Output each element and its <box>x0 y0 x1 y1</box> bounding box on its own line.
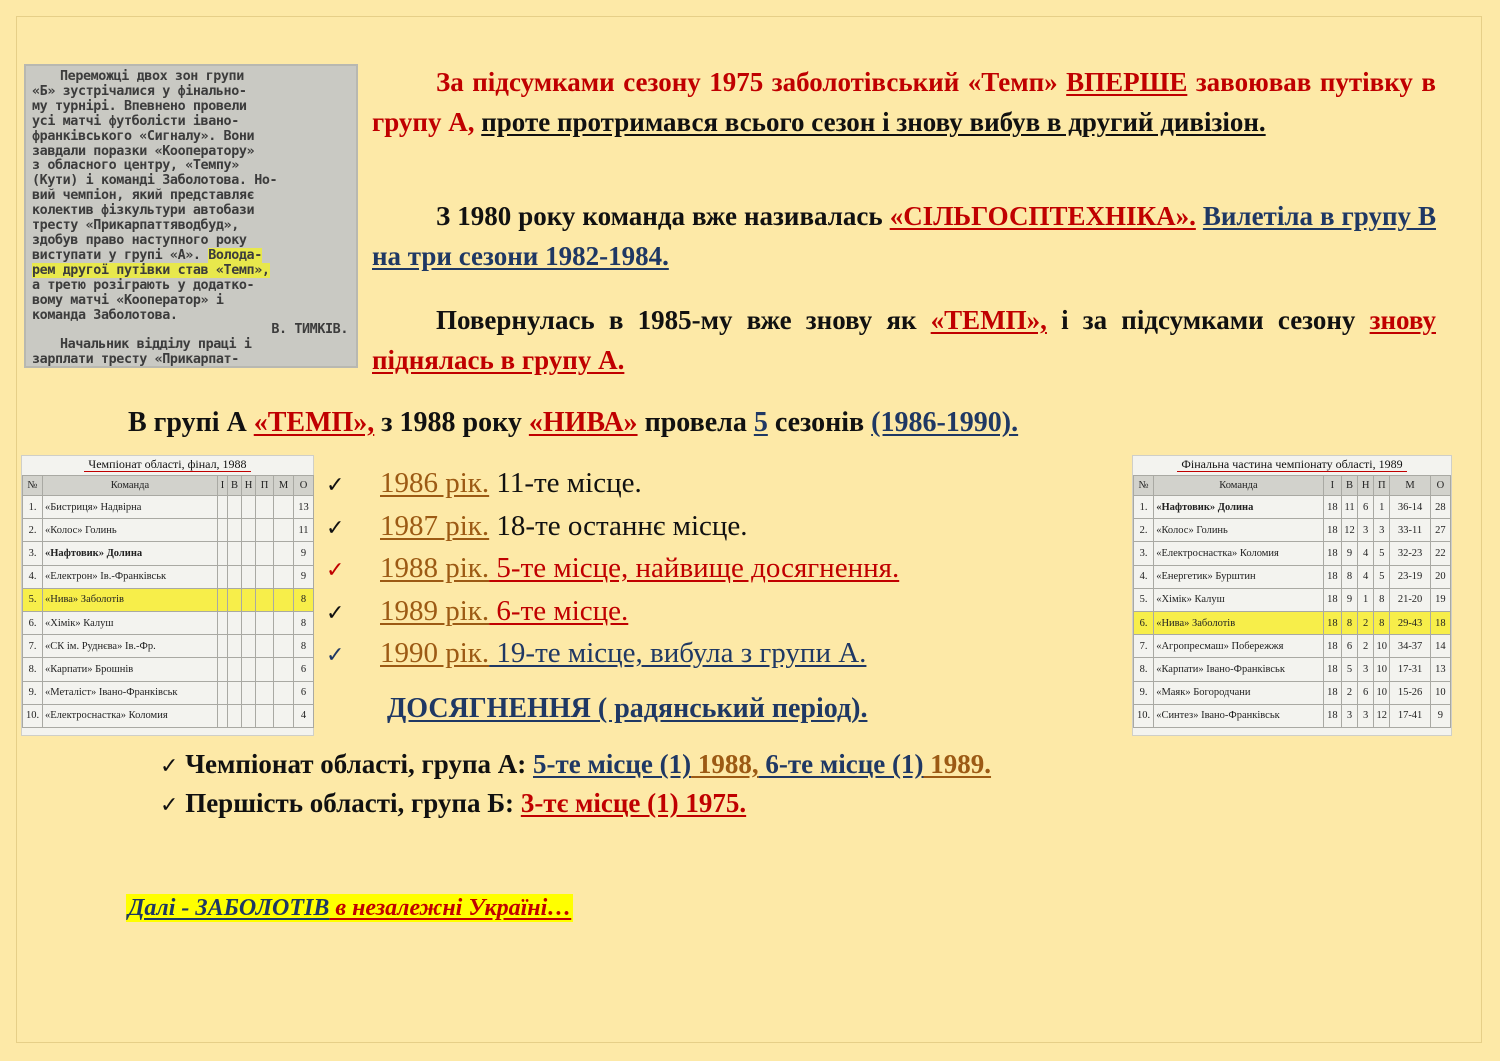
table-row <box>23 658 314 681</box>
table-cell: 1. <box>1134 496 1154 519</box>
clip-line: здобув право наступного року <box>32 232 247 248</box>
table-cell <box>242 565 256 588</box>
season-year: 1990 рік. <box>380 637 490 669</box>
column-header: Н <box>242 476 256 496</box>
table-cell <box>228 704 242 727</box>
check-icon: ✓ <box>326 515 345 541</box>
p4-nyva: «НИВА» <box>528 407 638 438</box>
table-cell <box>242 496 256 519</box>
table-cell <box>218 635 228 658</box>
table-cell <box>228 519 242 542</box>
column-header: П <box>1374 476 1390 496</box>
table-row <box>23 611 314 634</box>
table-cell <box>242 542 256 565</box>
team-cell: «Синтез» Івано-Франківськ <box>1154 704 1324 727</box>
table-cell: 10 <box>1430 681 1450 704</box>
table-cell: 4 <box>1358 542 1374 565</box>
table-cell: 23-19 <box>1390 565 1430 588</box>
table-cell: 2 <box>1341 681 1357 704</box>
column-header: О <box>1430 476 1450 496</box>
check-icon: ✓ <box>160 793 179 818</box>
table-cell: 8 <box>1374 588 1390 611</box>
table-cell: 10 <box>1374 635 1390 658</box>
standings-table-1989 <box>1132 455 1452 736</box>
table-cell: 18 <box>1323 588 1341 611</box>
table-cell: 2. <box>23 519 43 542</box>
table-cell: 6. <box>23 611 43 634</box>
table-row <box>1134 611 1451 634</box>
table-cell: 2 <box>1358 611 1374 634</box>
season-item-1986 <box>326 462 1126 505</box>
table-row <box>1134 681 1451 704</box>
team-cell: «Колос» Голинь <box>43 519 218 542</box>
table-row <box>1134 519 1451 542</box>
season-item-1989 <box>326 590 1126 633</box>
table-cell: 32-23 <box>1390 542 1430 565</box>
table-cell: 18 <box>1323 519 1341 542</box>
p1-promotion: завоював путівку в групу А, <box>372 67 1436 137</box>
table-row <box>23 704 314 727</box>
table-cell: 3. <box>23 542 43 565</box>
table-cell: 9. <box>23 681 43 704</box>
table-row <box>23 565 314 588</box>
table-cell: 7. <box>23 635 43 658</box>
table-row <box>23 519 314 542</box>
season-result: 19-те місце, вибула з групи А. <box>489 637 867 669</box>
p4-temp: «ТЕМП», <box>253 407 375 438</box>
p4-years: (1986-1990). <box>871 407 1019 438</box>
team-cell: «Бистриця» Надвірна <box>43 496 218 519</box>
newspaper-clipping <box>24 64 358 368</box>
table-cell <box>218 565 228 588</box>
table-cell: 10 <box>1374 658 1390 681</box>
table-cell: 36-14 <box>1390 496 1430 519</box>
team-cell: «Нафтовик» Долина <box>1154 496 1324 519</box>
seasons-list <box>326 462 1126 675</box>
achievement-group-a <box>160 749 991 780</box>
table-cell: 4 <box>294 704 314 727</box>
table-cell: 3 <box>1374 519 1390 542</box>
team-cell: «Маяк» Богородчани <box>1154 681 1324 704</box>
column-header: Команда <box>1154 476 1324 496</box>
season-result: 6-те місце. <box>489 594 629 627</box>
p3-promotion: знову піднялась в групу А. <box>372 305 1436 375</box>
table-cell <box>256 496 274 519</box>
table-cell <box>218 519 228 542</box>
column-header: П <box>256 476 274 496</box>
check-icon: ✓ <box>326 473 345 498</box>
table-cell: 1 <box>1358 588 1374 611</box>
clip-line: Переможці двох зон групи <box>60 69 244 84</box>
table-cell <box>274 611 294 634</box>
table-cell: 9 <box>1430 704 1450 727</box>
table-caption <box>22 456 313 475</box>
table-cell <box>242 588 256 611</box>
table-cell: 18 <box>1323 611 1341 634</box>
table-caption-text: Чемпіонат області, фінал, 1988 <box>84 457 250 472</box>
table-cell: 9. <box>1134 681 1154 704</box>
p2-relegation: Вилетіла в групу В на три сезони 1982-1984. <box>372 201 1437 271</box>
check-icon: ✓ <box>326 558 345 583</box>
clip-line-text: виступати у групі «А». <box>32 247 201 263</box>
table-cell: 18 <box>1430 611 1450 634</box>
column-header: В <box>1341 476 1357 496</box>
p2-name: «СІЛЬГОСПТЕХНІКА». <box>889 201 1196 231</box>
team-cell: «Карпати» Івано-Франківськ <box>1154 658 1324 681</box>
season-item-1990 <box>326 632 1126 675</box>
table-cell <box>274 588 294 611</box>
table-cell: 27 <box>1430 519 1450 542</box>
team-cell: «Карпати» Брошнів <box>43 658 218 681</box>
table-cell: 1. <box>23 496 43 519</box>
table-cell: 10 <box>1374 681 1390 704</box>
table-cell: 34-37 <box>1390 635 1430 658</box>
table-cell: 12 <box>1341 519 1357 542</box>
column-header: Команда <box>43 476 218 496</box>
achievement-year: 1988, <box>691 749 759 779</box>
team-cell: «Хімік» Калуш <box>1154 588 1324 611</box>
table-cell <box>274 681 294 704</box>
team-cell: «Колос» Голинь <box>1154 519 1324 542</box>
p4-text4: сезонів <box>767 407 872 438</box>
table-cell: 3 <box>1358 704 1374 727</box>
table-cell: 8 <box>294 611 314 634</box>
p4-count: 5 <box>753 407 768 438</box>
table-cell <box>256 681 274 704</box>
season-year: 1987 рік. <box>380 509 490 542</box>
column-header: М <box>1390 476 1430 496</box>
clip-line: завдали поразки «Кооператору» <box>32 143 255 159</box>
table-cell <box>274 565 294 588</box>
table-cell: 20 <box>1430 565 1450 588</box>
team-cell: «Нива» Заболотів <box>1154 611 1324 634</box>
p1-relegated: проте протримався всього сезон і знову вибув в другий дивізіон. <box>481 107 1266 137</box>
table-cell: 10. <box>23 704 43 727</box>
table-cell: 11 <box>294 519 314 542</box>
table-cell: 8 <box>294 635 314 658</box>
table-cell: 6 <box>1358 681 1374 704</box>
table-cell <box>256 658 274 681</box>
table-cell: 3 <box>1341 704 1357 727</box>
next-chapter-link[interactable] <box>126 894 573 922</box>
table-cell: 4. <box>23 565 43 588</box>
table-cell: 3 <box>1358 519 1374 542</box>
p4-text: В групі А <box>128 407 254 438</box>
season-year: 1986 рік. <box>380 467 490 499</box>
table-cell <box>228 496 242 519</box>
table-cell <box>242 611 256 634</box>
table-cell: 4 <box>1358 565 1374 588</box>
check-icon: ✓ <box>160 754 179 779</box>
table-cell <box>242 635 256 658</box>
p4-text3: провела <box>637 407 754 438</box>
table-row <box>1134 704 1451 727</box>
table-cell <box>242 704 256 727</box>
column-header: № <box>23 476 43 496</box>
table-row <box>1134 565 1451 588</box>
clip-line: колектив фізкультури автобази <box>32 203 255 219</box>
team-cell: «Металіст» Івано-Франківськ <box>43 681 218 704</box>
table-cell: 11 <box>1341 496 1357 519</box>
table-cell <box>218 658 228 681</box>
table-cell <box>274 496 294 519</box>
table-cell <box>274 542 294 565</box>
clip-line: з обласного центру, «Темпу» <box>32 158 239 174</box>
table-cell: 5. <box>1134 588 1154 611</box>
table-cell <box>228 542 242 565</box>
table-cell: 17-41 <box>1390 704 1430 727</box>
clip-line: тресту «Прикарпаттяводбуд», <box>32 218 239 234</box>
p2-text: З 1980 року команда вже називалась <box>436 201 890 231</box>
table-row <box>23 496 314 519</box>
table-cell <box>218 542 228 565</box>
column-header: О <box>294 476 314 496</box>
achievement-place: 5-те місце (1) <box>533 749 692 779</box>
table-cell: 15-26 <box>1390 681 1430 704</box>
table-cell: 10. <box>1134 704 1154 727</box>
paragraph-1985 <box>372 300 1436 380</box>
clip-line: (Кути) і команді Заболотова. Но- <box>32 173 278 189</box>
achievements-title: ДОСЯГНЕННЯ ( радянський період). <box>387 693 868 724</box>
table-cell: 12 <box>1374 704 1390 727</box>
team-cell: «Нива» Заболотів <box>43 588 218 611</box>
p3-text: Повернулась в 1985-му вже знову як <box>436 305 931 335</box>
table-cell: 1 <box>1374 496 1390 519</box>
table-cell: 8. <box>23 658 43 681</box>
table-cell <box>242 519 256 542</box>
table-cell <box>256 519 274 542</box>
table-cell <box>228 658 242 681</box>
table-cell: 9 <box>294 565 314 588</box>
table-cell: 18 <box>1323 496 1341 519</box>
table-cell <box>274 704 294 727</box>
clip-line: Начальник відділу праці і <box>60 337 252 353</box>
table-cell: 8 <box>1374 611 1390 634</box>
table-cell: 17-31 <box>1390 658 1430 681</box>
table-cell <box>274 635 294 658</box>
column-header: І <box>1323 476 1341 496</box>
team-cell: «СК ім. Руднєва» Ів.-Фр. <box>43 635 218 658</box>
team-cell: «Енергетик» Бурштин <box>1154 565 1324 588</box>
clip-line: вому матчі «Кооператор» і <box>32 292 224 308</box>
table-cell: 9 <box>294 542 314 565</box>
achievement-year: 1989. <box>923 749 992 779</box>
table-cell: 6 <box>1358 496 1374 519</box>
team-cell: «Нафтовик» Долина <box>43 542 218 565</box>
table-cell <box>242 681 256 704</box>
table-cell: 8 <box>1341 611 1357 634</box>
column-header: № <box>1134 476 1154 496</box>
table-cell <box>256 565 274 588</box>
table-cell: 2 <box>1358 635 1374 658</box>
column-header: В <box>228 476 242 496</box>
achievement-place: 3-тє місце (1) 1975. <box>520 788 747 818</box>
table-cell <box>218 681 228 704</box>
column-header: І <box>218 476 228 496</box>
table-cell: 18 <box>1323 658 1341 681</box>
column-header: М <box>274 476 294 496</box>
clip-line: зарплати тресту «Прикарпат- <box>32 352 239 368</box>
table-cell: 6. <box>1134 611 1154 634</box>
table-row <box>23 542 314 565</box>
table-cell: 21-20 <box>1390 588 1430 611</box>
check-icon: ✓ <box>326 643 345 668</box>
table-cell: 18 <box>1323 681 1341 704</box>
next-chapter-subtitle: в незалежні Україні… <box>329 895 572 921</box>
table-cell <box>228 681 242 704</box>
clip-line: му турнірі. Впевнено провели <box>32 98 247 114</box>
clip-line: а третю розіграють у додатко- <box>32 277 255 293</box>
table-cell <box>256 542 274 565</box>
paragraph-1975 <box>372 62 1436 142</box>
table-row <box>1134 588 1451 611</box>
p3-text2: і за підсумками сезону <box>1046 305 1370 335</box>
table-cell: 18 <box>1323 542 1341 565</box>
season-result: 11-те місце. <box>489 467 642 499</box>
table-cell: 29-43 <box>1390 611 1430 634</box>
table-row <box>1134 658 1451 681</box>
table-cell: 22 <box>1430 542 1450 565</box>
table-cell: 6 <box>294 658 314 681</box>
table-row <box>1134 496 1451 519</box>
p3-name: «ТЕМП», <box>930 305 1047 335</box>
achievement-group-b <box>160 788 746 819</box>
table-cell <box>256 611 274 634</box>
table-cell: 18 <box>1323 704 1341 727</box>
table-cell <box>274 658 294 681</box>
table-cell <box>256 704 274 727</box>
clip-line: усі матчі футболісти івано- <box>32 113 239 129</box>
table-cell: 19 <box>1430 588 1450 611</box>
season-result: 5-те місце, найвище досягнення. <box>489 552 900 584</box>
table-cell <box>256 635 274 658</box>
table-cell: 28 <box>1430 496 1450 519</box>
table-cell: 5 <box>1374 565 1390 588</box>
team-cell: «Хімік» Калуш <box>43 611 218 634</box>
season-item-1988 <box>326 547 1126 590</box>
table-cell: 9 <box>1341 542 1357 565</box>
table-cell: 33-11 <box>1390 519 1430 542</box>
team-cell: «Електрон» Ів.-Франківськ <box>43 565 218 588</box>
table-cell: 13 <box>1430 658 1450 681</box>
table-cell: 8 <box>1341 565 1357 588</box>
table-row <box>23 681 314 704</box>
season-item-1987 <box>326 505 1126 548</box>
table-cell: 9 <box>1341 588 1357 611</box>
clip-line: команда Заболотова. <box>32 307 178 323</box>
clip-signature: В. ТИМКІВ. <box>271 322 348 338</box>
paragraph-1980 <box>372 196 1436 276</box>
clip-highlight: рем другої путівки став «Темп», <box>32 262 270 278</box>
table-cell: 18 <box>1323 635 1341 658</box>
table-cell: 14 <box>1430 635 1450 658</box>
table-cell <box>256 588 274 611</box>
season-result: 18-те останнє місце. <box>489 509 748 542</box>
check-icon: ✓ <box>326 600 345 626</box>
table-cell: 3. <box>1134 542 1154 565</box>
table-cell: 6 <box>294 681 314 704</box>
table-caption <box>1133 456 1451 475</box>
table-cell <box>228 611 242 634</box>
table-cell <box>228 635 242 658</box>
column-header: Н <box>1358 476 1374 496</box>
next-chapter-title: Далі - ЗАБОЛОТІВ <box>128 895 330 921</box>
clip-highlight: Волода- <box>208 247 262 263</box>
table-cell: 2. <box>1134 519 1154 542</box>
p4-text2: з 1988 року <box>374 407 529 438</box>
p2-space <box>1196 201 1203 231</box>
table-cell: 7. <box>1134 635 1154 658</box>
table-cell: 8. <box>1134 658 1154 681</box>
clip-line <box>32 264 348 279</box>
achievement-place: 6-те місце (1) <box>758 749 924 779</box>
achievement-label: Першість області, група Б: <box>178 788 521 818</box>
team-cell: «Електроснастка» Коломия <box>1154 542 1324 565</box>
table-cell <box>242 658 256 681</box>
achievement-label: Чемпіонат області, група А: <box>178 749 533 779</box>
paragraph-group-a <box>128 403 1428 443</box>
table-cell: 5 <box>1374 542 1390 565</box>
table-cell: 5. <box>23 588 43 611</box>
table-row <box>23 588 314 611</box>
table-cell: 3 <box>1358 658 1374 681</box>
table-cell: 5 <box>1341 658 1357 681</box>
table-cell <box>218 611 228 634</box>
p1-text: За підсумками сезону 1975 заболотівський «Темп» <box>436 67 1067 97</box>
table-cell: 4. <box>1134 565 1154 588</box>
season-year: 1988 рік. <box>380 552 490 584</box>
table-cell: 13 <box>294 496 314 519</box>
clip-line: франківського «Сигналу». Вони <box>32 128 255 144</box>
team-cell: «Електроснастка» Коломия <box>43 704 218 727</box>
table-cell: 18 <box>1323 565 1341 588</box>
team-cell: «Агропресмаш» Побережжя <box>1154 635 1324 658</box>
clip-line <box>32 249 348 264</box>
table-caption-text: Фінальна частина чемпіонату області, 1989 <box>1177 457 1406 472</box>
table-cell <box>218 588 228 611</box>
table-cell: 6 <box>1341 635 1357 658</box>
table-cell <box>274 519 294 542</box>
table-cell: 8 <box>294 588 314 611</box>
clip-line: «Б» зустрічалися у фінально- <box>32 83 247 99</box>
clip-line: вий чемпіон, який представляє <box>32 188 255 204</box>
table-cell <box>228 588 242 611</box>
season-year: 1989 рік. <box>380 594 490 627</box>
table-row <box>1134 542 1451 565</box>
table-row <box>1134 635 1451 658</box>
p1-first-time: ВПЕРШЕ <box>1066 67 1188 97</box>
table-cell <box>218 704 228 727</box>
table-row <box>23 635 314 658</box>
standings-table-1988 <box>21 455 314 736</box>
table-cell <box>228 565 242 588</box>
table-cell <box>218 496 228 519</box>
